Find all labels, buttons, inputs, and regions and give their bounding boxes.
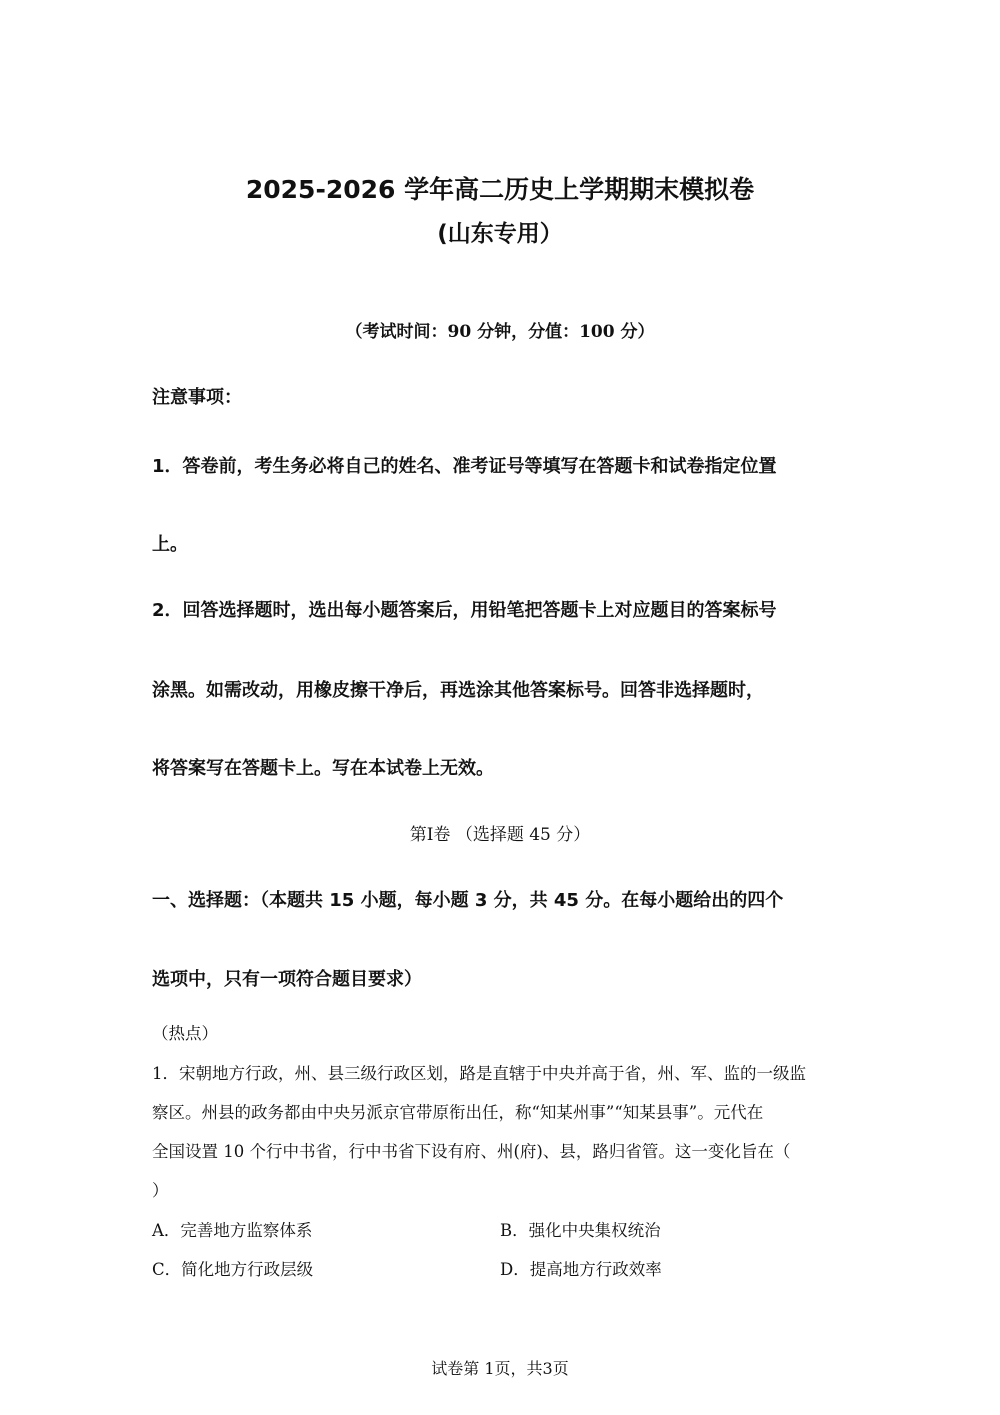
- option-b: B．强化中央集权统治: [500, 1221, 661, 1240]
- exam-subtitle: (山东专用）: [437, 221, 563, 247]
- question-stem-line: ）: [152, 1181, 169, 1200]
- volume-label: 第Ⅰ卷 （选择题 45 分）: [409, 825, 591, 845]
- option-a: A．完善地方监察体系: [152, 1221, 313, 1240]
- option-c: C．简化地方行政层级: [152, 1260, 314, 1279]
- question-stem-line: 察区。州县的政务都由中央另派京官带原衔出任，称“知某州事”“知某县事”。元代在: [152, 1103, 764, 1122]
- page-footer: 试卷第 1页，共3页: [431, 1359, 569, 1378]
- option-d: D．提高地方行政效率: [500, 1260, 662, 1279]
- question-stem-line: 全国设置 10 个行中书省，行中书省下设有府、州(府)、县，路归省管。这一变化旨在（: [152, 1142, 791, 1161]
- notice-line: 1．答卷前，考生务必将自己的姓名、准考证号等填写在答题卡和试卷指定位置: [152, 456, 777, 477]
- part-heading: 一、选择题：（本题共 15 小题，每小题 3 分，共 45 分。在每小题给出的四个: [152, 890, 784, 911]
- notice-line: 涂黑。如需改动，用橡皮擦干净后，再选涂其他答案标号。回答非选择题时，: [152, 680, 764, 701]
- exam-time-score: （考试时间：90 分钟，分值：100 分）: [345, 322, 655, 342]
- notice-line: 将答案写在答题卡上。写在本试卷上无效。: [152, 758, 494, 779]
- notice-heading: 注意事项：: [152, 387, 242, 408]
- exam-title: 2025-2026 学年高二历史上学期期末模拟卷: [245, 175, 755, 204]
- part-heading-continued: 选项中，只有一项符合题目要求）: [152, 969, 422, 990]
- notice-line: 上。: [152, 534, 188, 555]
- question-stem-line: 1．宋朝地方行政，州、县三级行政区划，路是直辖于中央并高于省，州、军、监的一级监: [152, 1064, 806, 1083]
- notice-line: 2．回答选择题时，选出每小题答案后，用铅笔把答题卡上对应题目的答案标号: [152, 600, 777, 621]
- question-tag: （热点）: [152, 1024, 218, 1043]
